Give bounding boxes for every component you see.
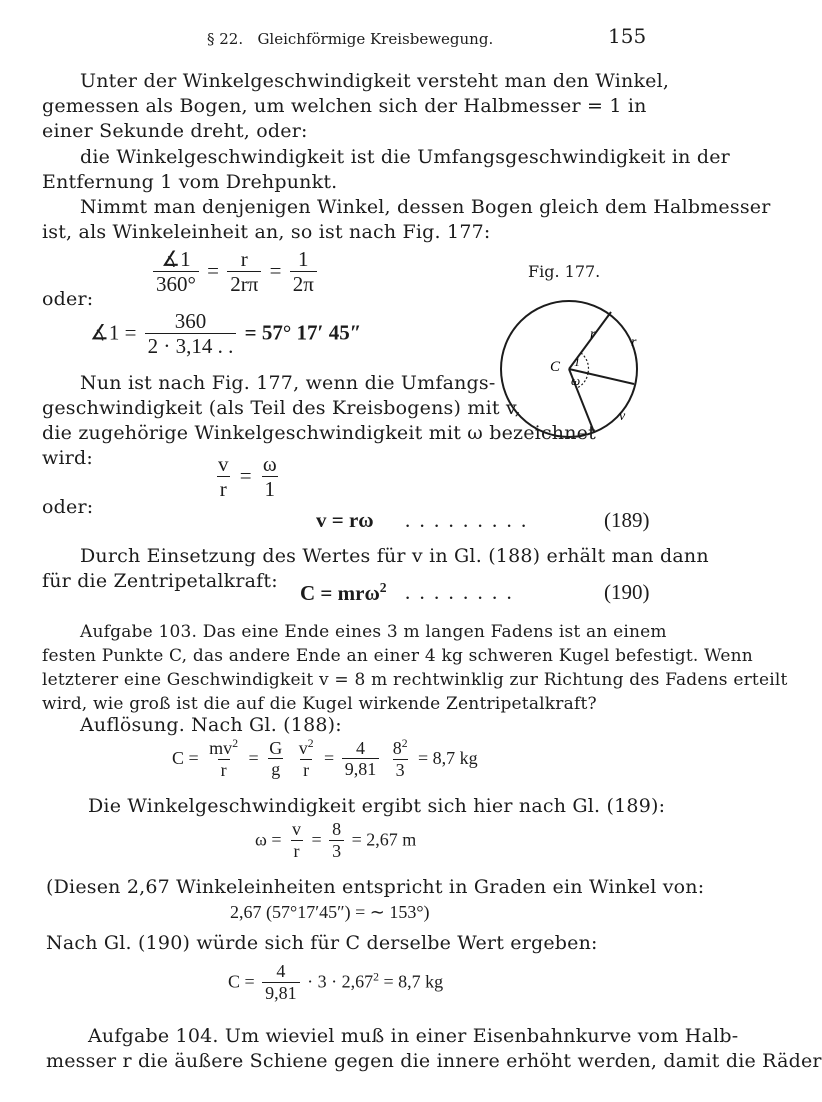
leader-dots: . . . . . . . . — [405, 580, 514, 604]
text-line: (Diesen 2,67 Winkeleinheiten entspricht in Graden ein Winkel von: — [46, 876, 705, 898]
label-r-inner: r — [590, 327, 596, 342]
text-line: ist, als Winkeleinheit an, so ist nach Fig. 177: — [42, 221, 491, 243]
text-line: Nun ist nach Fig. 177, wenn die Umfangs- — [80, 372, 496, 394]
text-line: wird, wie groß ist die auf die Kugel wirkende Zentripetalkraft? — [42, 694, 597, 714]
text-line: messer r die äußere Schiene gegen die innere erhöht werden, damit die Räder — [46, 1050, 822, 1072]
label-v: v — [619, 409, 626, 424]
text-line: Unter der Winkelgeschwindigkeit versteht man den Winkel, — [80, 70, 670, 92]
formula-radian-degrees: ∡1 = $\frac{360}{2 \cdot 3,14 . .}$ = 57° 17′ 45″ — [90, 309, 362, 359]
label-r-outer: r — [631, 335, 637, 350]
text-line: einer Sekunde dreht, oder: — [42, 120, 308, 142]
formula-angle-unit: $\frac{∡1}{360^\circ}$ = $\frac{r}{2r\pi}$ = $\frac{1}{2\pi}$ — [150, 248, 320, 297]
formula-centripetal-check: C = $\frac{4}{9,81}$ · $3 \cdot 2,67^2 = 8,7$ kg — [228, 961, 444, 1003]
text-line: Aufgabe 104. Um wieviel muß in einer Eisenbahnkurve vom Halb- — [88, 1025, 739, 1047]
text-line: oder: — [42, 496, 94, 518]
text-line: gemessen als Bogen, um welchen sich der Halbmesser = 1 in — [42, 95, 647, 117]
equation-number-189: (189) — [604, 508, 650, 532]
label-1: 1 — [574, 355, 580, 369]
text-line: geschwindigkeit (als Teil des Kreisbogens) mit v, — [42, 397, 521, 419]
leader-dots: . . . . . . . . . — [405, 508, 529, 532]
text-line: Aufgabe 103. Das eine Ende eines 3 m langen Fadens ist an einem — [80, 622, 667, 642]
text-line: Auflösung. Nach Gl. (188): — [80, 714, 342, 736]
formula-centripetal-calc: C = $\frac{mv^2}{r}$ = $\frac{G}{g}$ $\frac{v^2}{r}$ = $\frac{4}{9,81}$ $\frac{8^2}{3}$ = 8,7 kg — [172, 737, 478, 780]
text-line: Entfernung 1 vom Drehpunkt. — [42, 171, 338, 193]
header-section: § 22. — [207, 30, 244, 48]
figure-caption: Fig. 177. — [528, 262, 601, 281]
label-C: C — [550, 359, 561, 375]
formula-v-over-r: $\frac{v}{r}$ = $\frac{\omega}{1}$ — [218, 452, 277, 502]
running-header — [207, 30, 493, 48]
text-line: oder: — [42, 288, 94, 310]
angle-arc-1 — [581, 353, 588, 373]
formula-189: v = rω — [316, 508, 374, 532]
header-title: Gleichförmige Kreisbewegung. — [257, 30, 494, 48]
text-line: die zugehörige Winkelgeschwindigkeit mit ω bezeichnet — [42, 422, 596, 444]
text-line: Die Winkelgeschwindigkeit ergibt sich hier nach Gl. (189): — [88, 795, 666, 817]
text-line: Durch Einsetzung des Wertes für v in Gl. (188) erhält man dann — [80, 545, 709, 567]
formula-degrees: 2,67 (57°17′45″) = ∼ 153°) — [230, 902, 430, 922]
text-line: die Winkelgeschwindigkeit ist die Umfangsgeschwindigkeit in der — [80, 146, 730, 168]
text-line: für die Zentripetalkraft: — [42, 570, 278, 592]
text-line: festen Punkte C, das andere Ende an einer 4 kg schweren Kugel befestigt. Wenn — [42, 646, 753, 666]
label-omega: ω — [571, 373, 581, 388]
text-line: wird: — [42, 447, 93, 469]
equation-number-190: (190) — [604, 580, 650, 604]
text-line: letzterer eine Geschwindigkeit v = 8 m rechtwinklig zur Richtung des Fadens erteilt — [42, 670, 788, 690]
formula-190: C = mrω$^2$ — [300, 580, 387, 605]
page-number: 155 — [608, 24, 647, 48]
text-line: Nimmt man denjenigen Winkel, dessen Bogen gleich dem Halbmesser — [80, 196, 771, 218]
text-line: Nach Gl. (190) würde sich für C derselbe Wert ergeben: — [46, 932, 598, 954]
formula-omega-calc: ω = $\frac{v}{r}$ = $\frac{8}{3}$ = 2,67 m — [255, 819, 417, 861]
